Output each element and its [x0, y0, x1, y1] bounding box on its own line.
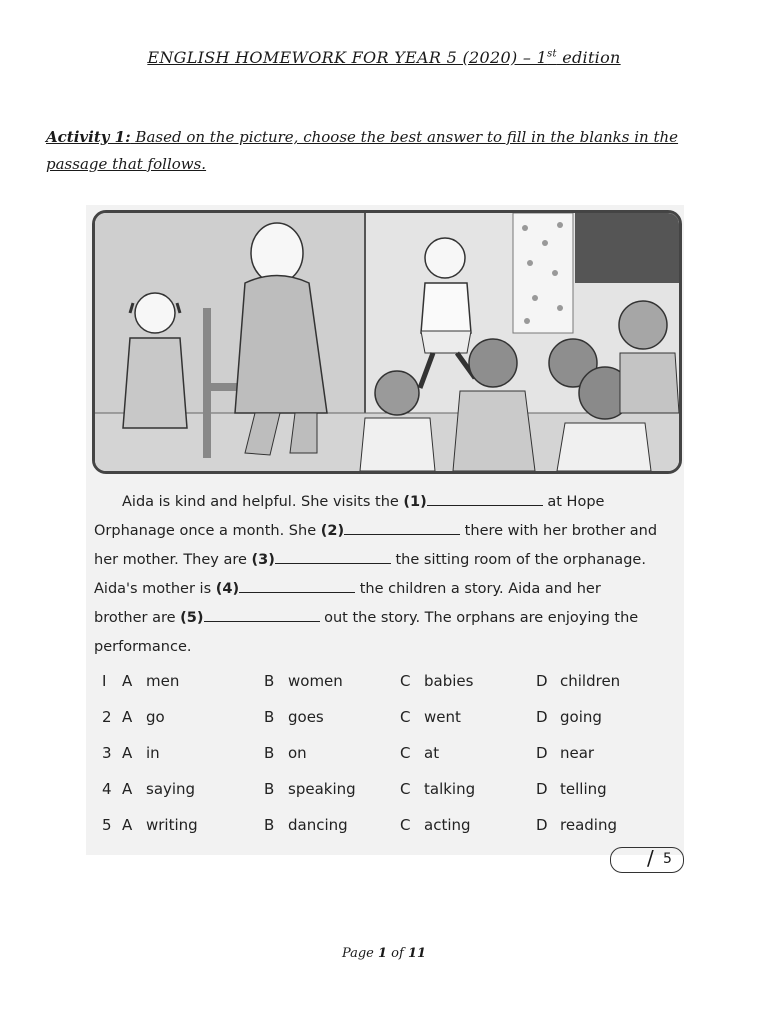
option-c[interactable]	[400, 816, 471, 834]
passage-text: brother are	[94, 610, 181, 626]
blank-5[interactable]	[204, 605, 320, 622]
option-text: on	[288, 744, 307, 762]
option-c[interactable]	[400, 708, 461, 726]
blank-3[interactable]	[275, 547, 391, 564]
illustration-svg	[95, 213, 679, 471]
option-text: dancing	[288, 816, 348, 834]
title-tail: edition	[556, 48, 621, 67]
passage-line-4	[94, 575, 674, 604]
option-text: children	[560, 672, 621, 690]
question-number: 5	[102, 816, 112, 834]
option-letter: D	[536, 816, 548, 834]
passage-text: her mother. They are	[94, 552, 252, 568]
option-text: went	[424, 708, 461, 726]
passage-text: Aida's mother is	[94, 581, 216, 597]
option-letter: C	[400, 672, 411, 690]
option-letter: C	[400, 744, 411, 762]
option-a[interactable]	[122, 816, 198, 834]
passage-text: there with her brother and	[460, 523, 658, 539]
option-text: women	[288, 672, 343, 690]
option-text: telling	[560, 780, 607, 798]
option-b[interactable]	[264, 708, 324, 726]
option-letter: D	[536, 780, 548, 798]
option-c[interactable]	[400, 672, 473, 690]
option-d[interactable]	[536, 780, 607, 798]
question-number: 2	[102, 708, 112, 726]
option-b[interactable]	[264, 744, 307, 762]
option-c[interactable]	[400, 780, 475, 798]
page-number: 1	[378, 946, 388, 961]
option-d[interactable]	[536, 816, 617, 834]
option-letter: A	[122, 708, 133, 726]
blank-number-1: (1)	[403, 494, 427, 510]
page-word: Page	[341, 946, 378, 961]
passage-text: the sitting room of the orphanage.	[390, 552, 646, 568]
option-a[interactable]	[122, 672, 179, 690]
option-a[interactable]	[122, 744, 160, 762]
option-text: goes	[288, 708, 324, 726]
option-letter: A	[122, 816, 133, 834]
question-number: 4	[102, 780, 112, 798]
option-text: speaking	[288, 780, 356, 798]
score-box	[610, 847, 684, 873]
question-row	[102, 816, 662, 838]
option-b[interactable]	[264, 780, 356, 798]
passage-line-6	[94, 633, 674, 662]
passage-text: at Hope	[542, 494, 605, 510]
blank-number-3: (3)	[251, 552, 275, 568]
option-b[interactable]	[264, 672, 343, 690]
option-letter: C	[400, 780, 411, 798]
option-letter: B	[264, 708, 275, 726]
option-letter: D	[536, 672, 548, 690]
passage-line-5	[94, 604, 674, 633]
option-d[interactable]	[536, 672, 620, 690]
passage-text: the children a story. Aida and her	[355, 581, 601, 597]
option-letter: C	[400, 816, 411, 834]
option-letter: A	[122, 744, 133, 762]
blank-1[interactable]	[427, 489, 543, 506]
passage-text: Orphanage once a month. She	[94, 523, 321, 539]
passage-text: out the story. The orphans are enjoying the	[319, 610, 639, 626]
option-letter: A	[122, 780, 133, 798]
option-text: babies	[424, 672, 474, 690]
option-letter: D	[536, 708, 548, 726]
option-d[interactable]	[536, 708, 602, 726]
option-text: go	[146, 708, 165, 726]
title-main: ENGLISH HOMEWORK FOR YEAR 5 (2020) – 1	[147, 48, 548, 67]
option-letter: D	[536, 744, 548, 762]
question-number: 3	[102, 744, 112, 762]
question-row	[102, 744, 662, 766]
question-number: I	[102, 672, 107, 690]
option-text: in	[146, 744, 160, 762]
option-text: reading	[560, 816, 617, 834]
option-letter: B	[264, 780, 275, 798]
question-row	[102, 672, 662, 694]
activity-instruction	[46, 124, 726, 178]
page-title	[0, 48, 768, 67]
option-letter: B	[264, 744, 275, 762]
passage-line-1	[94, 488, 674, 517]
activity-label: Activity 1:	[46, 128, 131, 146]
option-letter: B	[264, 672, 275, 690]
option-b[interactable]	[264, 816, 348, 834]
option-letter: A	[122, 672, 133, 690]
question-row	[102, 780, 662, 802]
option-text: acting	[424, 816, 471, 834]
score-slash: /	[647, 846, 654, 870]
activity-text: Based on the picture, choose the best answer to fill in the blanks in the passage that follows.	[46, 128, 679, 173]
blank-number-5: (5)	[180, 610, 204, 626]
classroom-storytelling-illustration-icon	[92, 210, 682, 474]
option-a[interactable]	[122, 780, 195, 798]
page-footer	[0, 946, 768, 961]
option-text: men	[146, 672, 180, 690]
option-text: writing	[146, 816, 198, 834]
option-letter: C	[400, 708, 411, 726]
passage-line-2	[94, 517, 674, 546]
blank-number-2: (2)	[320, 523, 345, 539]
option-d[interactable]	[536, 744, 594, 762]
blank-number-4: (4)	[215, 581, 240, 597]
page-total: 11	[407, 946, 427, 961]
option-text: near	[560, 744, 595, 762]
of-word: of	[387, 946, 408, 961]
passage-text: Aida is kind and helpful. She visits the	[122, 494, 404, 510]
option-a[interactable]	[122, 708, 165, 726]
option-text: going	[560, 708, 602, 726]
blank-4[interactable]	[239, 576, 355, 593]
option-text: talking	[424, 780, 476, 798]
option-text: saying	[146, 780, 196, 798]
title-superscript: st	[547, 48, 557, 60]
reading-passage	[94, 488, 674, 662]
passage-text: performance.	[94, 639, 192, 655]
question-row	[102, 708, 662, 730]
option-c[interactable]	[400, 744, 439, 762]
option-letter: B	[264, 816, 275, 834]
passage-line-3	[94, 546, 674, 575]
blank-2[interactable]	[344, 518, 460, 535]
option-text: at	[424, 744, 440, 762]
score-total: 5	[663, 851, 672, 867]
